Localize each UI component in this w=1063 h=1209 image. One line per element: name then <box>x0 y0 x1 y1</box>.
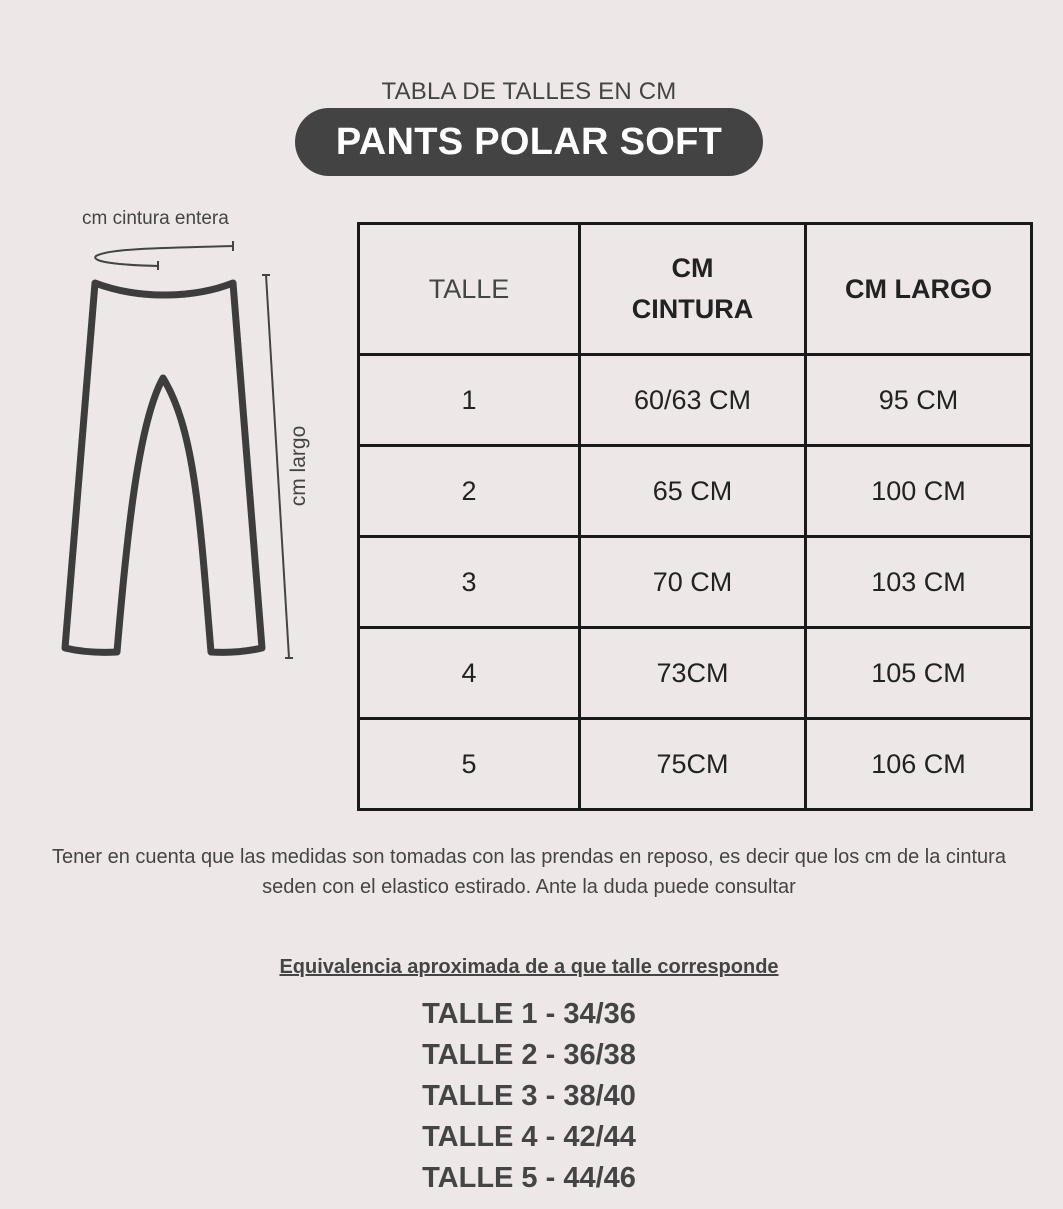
equivalence-item: TALLE 4 - 42/44 <box>422 1121 636 1153</box>
product-title: PANTS POLAR SOFT <box>335 120 723 163</box>
equivalence-item: TALLE 1 - 34/36 <box>422 998 636 1030</box>
header-cm-cintura: CM CINTURA <box>580 224 806 355</box>
cell-talle: 3 <box>359 537 580 628</box>
length-measure-label: cm largo <box>287 425 310 507</box>
cell-largo: 105 CM <box>806 628 1032 719</box>
equivalence-list <box>0 994 1058 1199</box>
header-cm-largo: CM LARGO <box>806 224 1032 355</box>
table-header-row <box>359 224 1032 355</box>
header-talle: TALLE <box>359 224 580 355</box>
equivalence-item: TALLE 2 - 36/38 <box>422 1039 636 1071</box>
product-title-pill <box>295 108 763 176</box>
waist-measure-label: cm cintura entera <box>82 208 229 229</box>
cell-talle: 2 <box>359 446 580 537</box>
cell-talle: 1 <box>359 355 580 446</box>
cell-largo: 100 CM <box>806 446 1032 537</box>
size-table <box>357 222 1033 811</box>
cell-cintura: 60/63 CM <box>580 355 806 446</box>
measurement-note <box>0 842 1058 902</box>
cell-cintura: 73CM <box>580 628 806 719</box>
cell-cintura: 70 CM <box>580 537 806 628</box>
table-row <box>359 355 1032 446</box>
cell-largo: 95 CM <box>806 355 1032 446</box>
table-row <box>359 537 1032 628</box>
cell-largo: 106 CM <box>806 719 1032 810</box>
pants-diagram-icon <box>0 230 330 670</box>
table-row <box>359 628 1032 719</box>
table-row <box>359 719 1032 810</box>
table-row <box>359 446 1032 537</box>
cell-cintura: 65 CM <box>580 446 806 537</box>
note-line-2: seden con el elastico estirado. Ante la duda puede consultar <box>262 876 796 898</box>
equivalence-item: TALLE 5 - 44/46 <box>422 1162 636 1194</box>
cell-talle: 4 <box>359 628 580 719</box>
note-line-1: Tener en cuenta que las medidas son tomadas con las prendas en reposo, es decir que los cm de la cintura <box>52 846 1006 868</box>
cell-largo: 103 CM <box>806 537 1032 628</box>
equivalence-title: Equivalencia aproximada de a que talle corresponde <box>279 956 779 978</box>
chart-subtitle: TABLA DE TALLES EN CM <box>381 78 677 105</box>
cell-cintura: 75CM <box>580 719 806 810</box>
cell-talle: 5 <box>359 719 580 810</box>
equivalence-item: TALLE 3 - 38/40 <box>422 1080 636 1112</box>
